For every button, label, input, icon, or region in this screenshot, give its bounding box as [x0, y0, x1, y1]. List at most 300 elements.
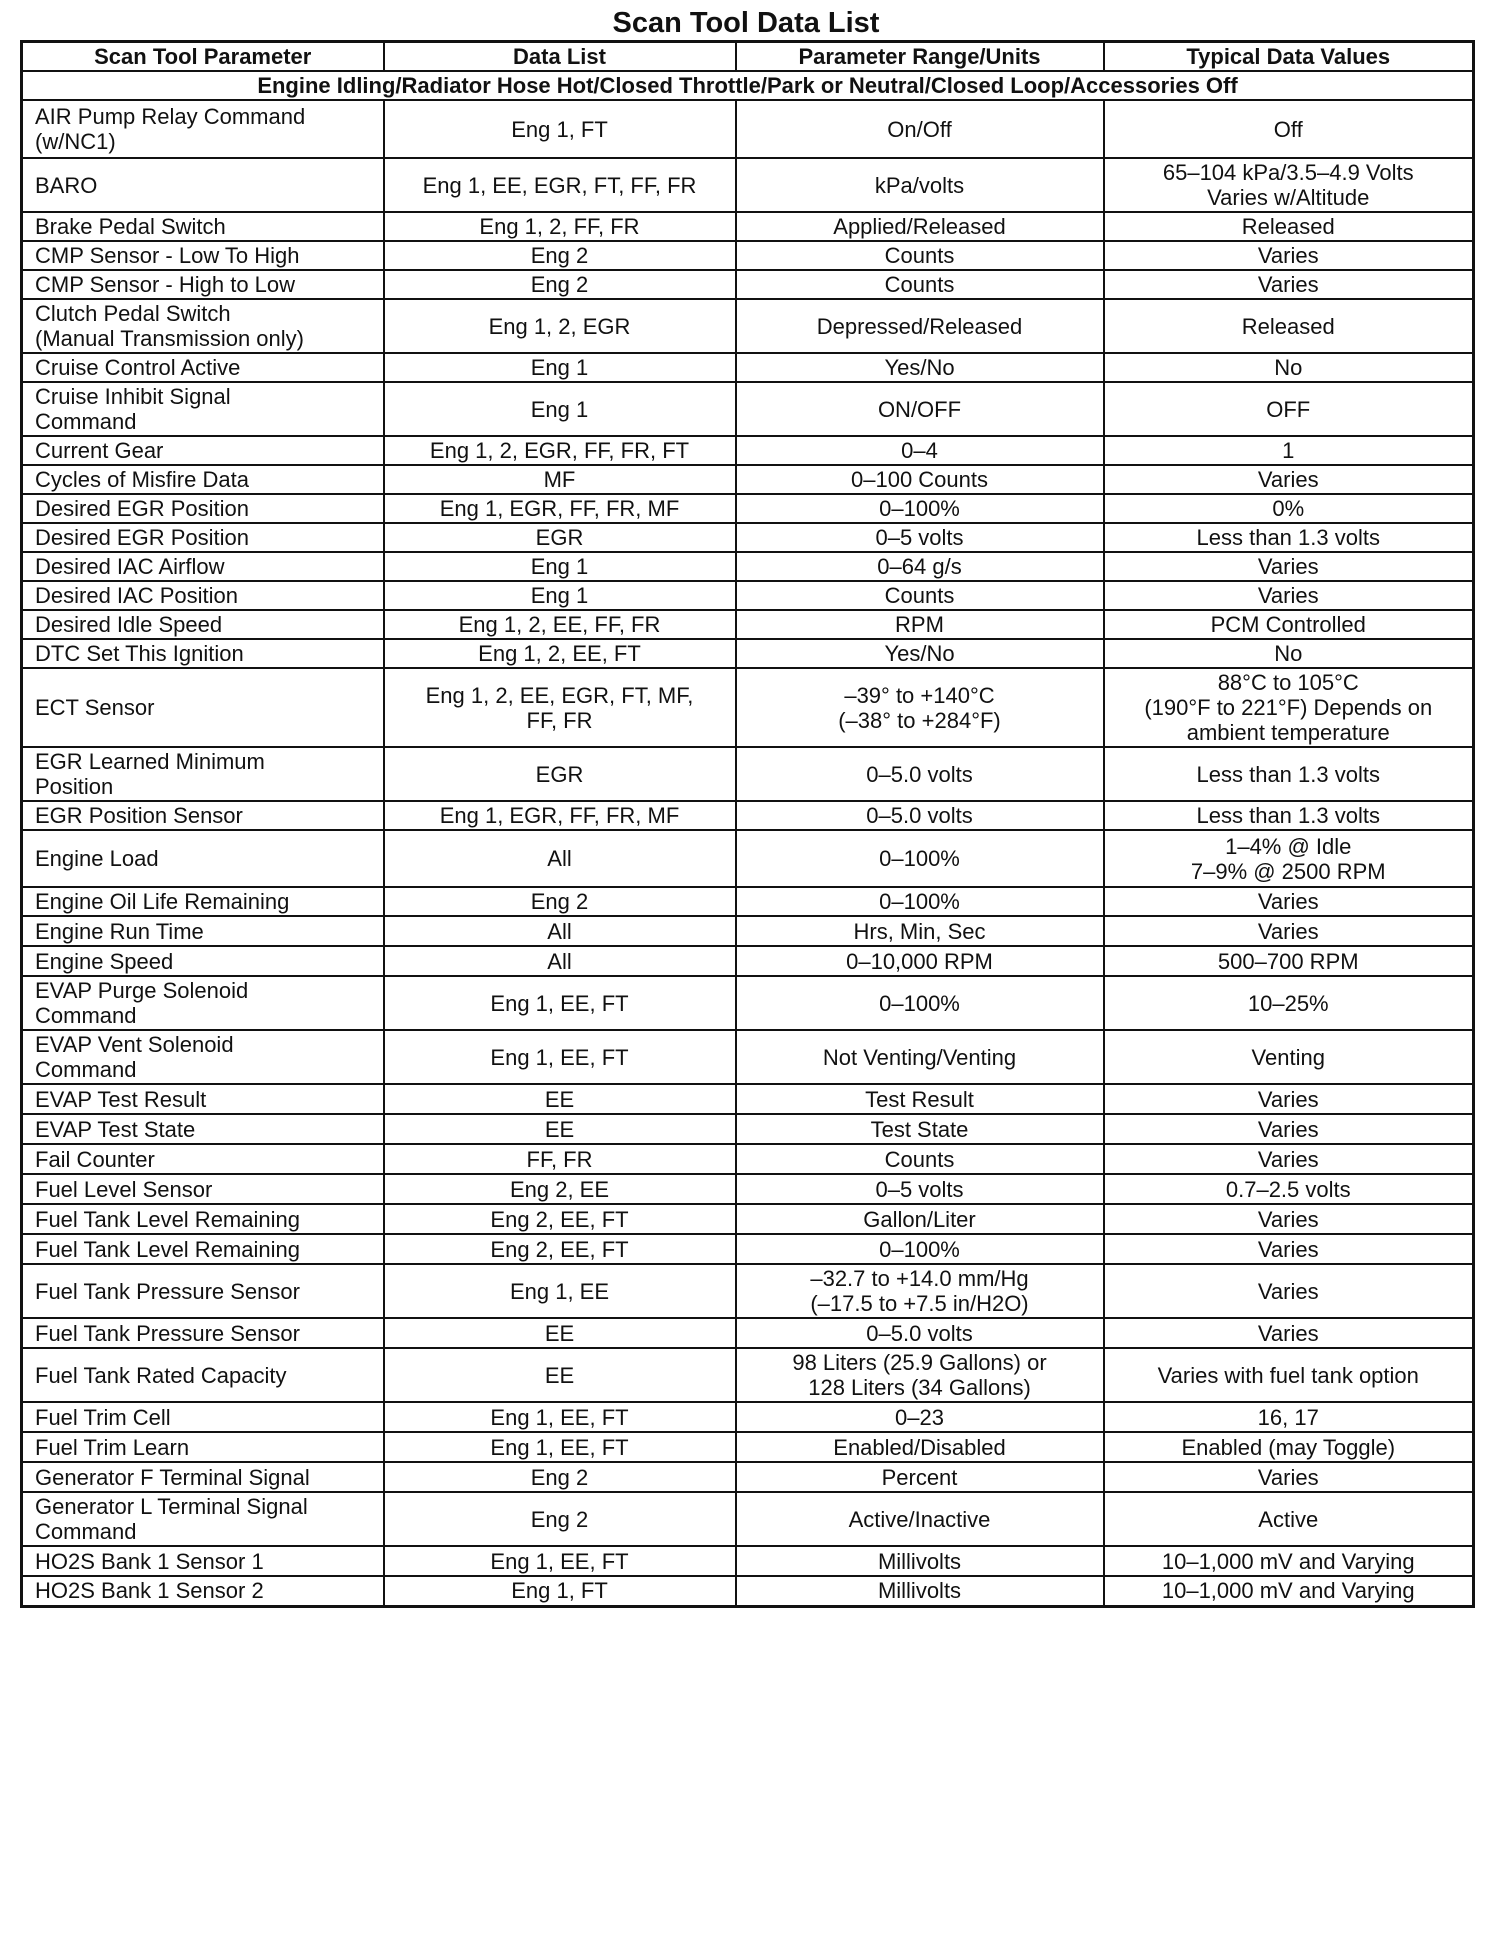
cell-text-line: Counts: [884, 272, 955, 297]
cell-text-line: Fuel Tank Pressure Sensor: [35, 1278, 300, 1304]
cell-data-list: [384, 1348, 736, 1402]
cell-typical-value: [1104, 1174, 1474, 1204]
cell-text-line: Eng 1, FT: [511, 1578, 608, 1604]
cell-text-line: Cycles of Misfire Data: [35, 467, 249, 492]
cell-text-line: HO2S Bank 1 Sensor 1: [35, 1548, 264, 1574]
cell-text-line: Counts: [884, 583, 955, 608]
table-row: [22, 1576, 1474, 1606]
cell-text-line: EE: [544, 1116, 575, 1142]
cell-data-list: [384, 436, 736, 465]
cell-range-units: [736, 1144, 1104, 1174]
table-row: [22, 158, 1474, 212]
cell-text-line: Yes/No: [884, 355, 955, 380]
cell-text-line: Varies: [1257, 554, 1319, 579]
table-row: [22, 668, 1474, 747]
cell-text-line: CMP Sensor - Low To High: [35, 243, 300, 268]
cell-data-list: [384, 382, 736, 436]
cell-range-units: [736, 946, 1104, 976]
cell-text-line: 500–700 RPM: [1217, 948, 1359, 974]
cell-text-line: EVAP Vent Solenoid: [35, 1032, 234, 1057]
cell-text-line: EE: [544, 1086, 575, 1112]
cell-range-units: [736, 1174, 1104, 1204]
cell-text-line: 1: [1282, 438, 1295, 463]
cell-text-line: 0–64 g/s: [877, 554, 962, 579]
cell-typical-value: [1104, 830, 1474, 887]
cell-text-line: EVAP Test State: [35, 1116, 196, 1142]
cell-typical-value: [1104, 494, 1474, 523]
cell-text-line: ambient temperature: [1186, 720, 1390, 745]
table-row: [22, 1114, 1474, 1144]
cell-parameter: [22, 1546, 384, 1576]
cell-typical-value: [1104, 1144, 1474, 1174]
cell-typical-value: [1104, 100, 1474, 158]
cell-text-line: 0–5.0 volts: [866, 761, 973, 787]
header-parameter-range-units: Parameter Range/Units: [736, 42, 1104, 72]
cell-text-line: 0–5.0 volts: [866, 1320, 973, 1346]
table-row: [22, 1318, 1474, 1348]
table-row: [22, 747, 1474, 801]
cell-parameter: [22, 1144, 384, 1174]
table-row: [22, 887, 1474, 916]
cell-text-line: Eng 1, EE, FT: [490, 1044, 629, 1070]
cell-text-line: 88°C to 105°C: [1217, 670, 1359, 695]
table-row: [22, 241, 1474, 270]
cell-text-line: Off: [1273, 116, 1303, 142]
cell-text-line: RPM: [895, 612, 944, 637]
cell-range-units: [736, 801, 1104, 830]
cell-text-line: (Manual Transmission only): [35, 326, 304, 351]
cell-parameter: [22, 887, 384, 916]
cell-text-line: Varies w/Altitude: [1207, 185, 1370, 210]
cell-text-line: 0–100%: [879, 496, 960, 521]
cell-parameter: [22, 552, 384, 581]
cell-text-line: Eng 2: [530, 272, 589, 297]
cell-data-list: [384, 1432, 736, 1462]
cell-text-line: Eng 1, EGR, FF, FR, MF: [439, 496, 680, 521]
cell-text-line: Desired IAC Position: [35, 583, 238, 608]
cell-parameter: [22, 1204, 384, 1234]
cell-data-list: [384, 1234, 736, 1264]
cell-text-line: Generator L Terminal Signal: [35, 1494, 308, 1519]
cell-text-line: Eng 2: [530, 1506, 589, 1532]
cell-data-list: [384, 668, 736, 747]
table-row: [22, 465, 1474, 494]
cell-range-units: [736, 976, 1104, 1030]
cell-text-line: Active: [1258, 1506, 1319, 1532]
cell-text-line: Eng 1, EE, FT: [490, 1404, 629, 1430]
table-row: [22, 1144, 1474, 1174]
cell-text-line: Brake Pedal Switch: [35, 214, 226, 239]
cell-text-line: Varies: [1257, 918, 1319, 944]
cell-text-line: Eng 1: [530, 554, 589, 579]
cell-parameter: [22, 1234, 384, 1264]
cell-range-units: [736, 1546, 1104, 1576]
cell-range-units: [736, 1576, 1104, 1606]
cell-text-line: Varies: [1257, 1464, 1319, 1490]
cell-text-line: Percent: [881, 1464, 958, 1490]
cell-typical-value: [1104, 382, 1474, 436]
cell-text-line: 7–9% @ 2500 RPM: [1190, 858, 1386, 884]
cell-text-line: Test Result: [865, 1086, 974, 1112]
cell-range-units: [736, 1348, 1104, 1402]
cell-parameter: [22, 581, 384, 610]
cell-text-line: 0–4: [901, 438, 938, 463]
cell-text-line: Eng 1: [530, 355, 589, 380]
cell-data-list: [384, 1492, 736, 1546]
cell-range-units: [736, 1462, 1104, 1492]
cell-typical-value: [1104, 916, 1474, 946]
cell-typical-value: [1104, 1462, 1474, 1492]
cell-parameter: [22, 1318, 384, 1348]
cell-data-list: [384, 158, 736, 212]
cell-text-line: Varies: [1257, 583, 1319, 608]
cell-typical-value: [1104, 1492, 1474, 1546]
cell-text-line: EGR Learned Minimum: [35, 749, 265, 774]
cell-text-line: Eng 1, 2, EGR, FF, FR, FT: [429, 438, 690, 463]
table-row: [22, 1084, 1474, 1114]
cell-parameter: [22, 639, 384, 668]
cell-parameter: [22, 382, 384, 436]
cell-text-line: 98 Liters (25.9 Gallons) or: [792, 1350, 1047, 1375]
cell-parameter: [22, 1432, 384, 1462]
cell-data-list: [384, 1264, 736, 1318]
cell-text-line: Enabled (may Toggle): [1181, 1434, 1396, 1460]
cell-text-line: Fuel Tank Level Remaining: [35, 1236, 300, 1262]
cell-text-line: Varies: [1257, 1116, 1319, 1142]
cell-text-line: Clutch Pedal Switch: [35, 301, 231, 326]
cell-typical-value: [1104, 523, 1474, 552]
cell-text-line: Less than 1.3 volts: [1196, 803, 1380, 828]
cell-range-units: [736, 299, 1104, 353]
cell-text-line: BARO: [35, 172, 98, 198]
cell-range-units: [736, 1234, 1104, 1264]
cell-text-line: Eng 1, 2, EE, FF, FR: [458, 612, 661, 637]
cell-text-line: Engine Oil Life Remaining: [35, 889, 290, 914]
cell-text-line: Eng 2: [530, 243, 589, 268]
cell-data-list: [384, 946, 736, 976]
table-row: [22, 1348, 1474, 1402]
cell-data-list: [384, 100, 736, 158]
cell-typical-value: [1104, 212, 1474, 241]
cell-text-line: (–17.5 to +7.5 in/H2O): [810, 1291, 1029, 1316]
cell-text-line: DTC Set This Ignition: [35, 641, 244, 666]
cell-text-line: Position: [35, 774, 114, 799]
cell-text-line: Varies: [1257, 1278, 1319, 1304]
cell-text-line: 0–100 Counts: [851, 467, 988, 492]
cell-data-list: [384, 1576, 736, 1606]
cell-data-list: [384, 1462, 736, 1492]
cell-text-line: ECT Sensor: [35, 695, 155, 720]
table-row: [22, 100, 1474, 158]
cell-data-list: [384, 887, 736, 916]
cell-text-line: Engine Run Time: [35, 918, 204, 944]
cell-typical-value: [1104, 241, 1474, 270]
cell-text-line: Command: [35, 1519, 137, 1544]
cell-text-line: Venting: [1251, 1044, 1325, 1070]
cell-text-line: Eng 2, EE, FT: [490, 1206, 629, 1232]
table-row: [22, 581, 1474, 610]
cell-text-line: Desired EGR Position: [35, 525, 249, 550]
cell-text-line: 0–23: [895, 1404, 944, 1430]
cell-text-line: EGR Position Sensor: [35, 803, 243, 828]
cell-data-list: [384, 916, 736, 946]
cell-text-line: EGR: [535, 761, 584, 787]
cell-text-line: Varies: [1257, 1146, 1319, 1172]
cell-text-line: Fuel Tank Pressure Sensor: [35, 1320, 300, 1346]
table-row: [22, 1546, 1474, 1576]
cell-typical-value: [1104, 1114, 1474, 1144]
cell-parameter: [22, 1264, 384, 1318]
cell-text-line: Eng 1: [530, 396, 589, 422]
cell-text-line: Varies with fuel tank option: [1157, 1362, 1419, 1388]
cell-range-units: [736, 887, 1104, 916]
table-row: [22, 1204, 1474, 1234]
cell-text-line: Applied/Released: [833, 214, 1006, 239]
cell-text-line: Varies: [1257, 1086, 1319, 1112]
cell-typical-value: [1104, 946, 1474, 976]
cell-text-line: Enabled/Disabled: [833, 1434, 1006, 1460]
cell-text-line: EGR: [535, 525, 584, 550]
cell-parameter: [22, 830, 384, 887]
table-row: [22, 552, 1474, 581]
table-row: [22, 353, 1474, 382]
cell-typical-value: [1104, 1348, 1474, 1402]
cell-typical-value: [1104, 436, 1474, 465]
cell-data-list: [384, 1030, 736, 1084]
cell-range-units: [736, 523, 1104, 552]
operating-condition: Engine Idling/Radiator Hose Hot/Closed Throttle/Park or Neutral/Closed Loop/Accessories Off: [22, 71, 1474, 100]
cell-text-line: All: [547, 846, 572, 871]
table-row: [22, 382, 1474, 436]
cell-data-list: [384, 1318, 736, 1348]
page-title: Scan Tool Data List: [612, 7, 880, 39]
cell-text-line: Eng 1, FT: [511, 116, 608, 142]
cell-text-line: 0–5.0 volts: [866, 803, 973, 828]
cell-text-line: No: [1274, 641, 1303, 666]
cell-text-line: 65–104 kPa/3.5–4.9 Volts: [1162, 160, 1414, 185]
cell-typical-value: [1104, 552, 1474, 581]
cell-parameter: [22, 1174, 384, 1204]
table-row: [22, 436, 1474, 465]
table-body: [22, 100, 1474, 1606]
cell-parameter: [22, 1114, 384, 1144]
cell-data-list: [384, 976, 736, 1030]
cell-typical-value: [1104, 1576, 1474, 1606]
cell-text-line: Yes/No: [884, 641, 955, 666]
cell-range-units: [736, 158, 1104, 212]
cell-data-list: [384, 830, 736, 887]
cell-parameter: [22, 1348, 384, 1402]
cell-text-line: Eng 1, 2, EE, FT: [478, 641, 641, 666]
cell-text-line: Fuel Tank Rated Capacity: [35, 1362, 287, 1388]
table-row: [22, 946, 1474, 976]
cell-text-line: Engine Speed: [35, 948, 174, 974]
cell-text-line: EE: [544, 1362, 575, 1388]
table-row: [22, 916, 1474, 946]
cell-range-units: [736, 747, 1104, 801]
cell-text-line: Varies: [1257, 272, 1319, 297]
condition-row: [22, 71, 1474, 100]
cell-range-units: [736, 1264, 1104, 1318]
cell-text-line: Counts: [884, 243, 955, 268]
table-row: [22, 299, 1474, 353]
cell-text-line: Eng 1, 2, EE, EGR, FT, MF,: [425, 682, 694, 708]
cell-text-line: kPa/volts: [874, 172, 965, 198]
cell-typical-value: [1104, 270, 1474, 299]
cell-text-line: Varies: [1257, 467, 1319, 492]
cell-text-line: Command: [35, 1057, 137, 1082]
cell-range-units: [736, 639, 1104, 668]
cell-parameter: [22, 1030, 384, 1084]
cell-text-line: 1–4% @ Idle: [1225, 833, 1352, 859]
table-row: [22, 1264, 1474, 1318]
cell-range-units: [736, 353, 1104, 382]
cell-typical-value: [1104, 1318, 1474, 1348]
cell-text-line: (–38° to +284°F): [838, 707, 1001, 733]
cell-text-line: 0–100%: [879, 1236, 960, 1262]
cell-text-line: Eng 1, EE: [509, 1278, 610, 1304]
table-row: [22, 830, 1474, 887]
cell-text-line: Eng 2: [530, 1464, 589, 1490]
cell-range-units: [736, 100, 1104, 158]
cell-text-line: Gallon/Liter: [863, 1206, 976, 1232]
cell-parameter: [22, 801, 384, 830]
cell-text-line: 0–5 volts: [875, 525, 964, 550]
cell-range-units: [736, 1492, 1104, 1546]
cell-parameter: [22, 212, 384, 241]
cell-text-line: Current Gear: [35, 438, 164, 463]
cell-text-line: Varies: [1257, 243, 1319, 268]
scan-tool-data-table: [20, 40, 1475, 1608]
table-row: [22, 212, 1474, 241]
cell-data-list: [384, 353, 736, 382]
cell-parameter: [22, 1402, 384, 1432]
cell-text-line: Active/Inactive: [848, 1506, 991, 1532]
cell-text-line: Hrs, Min, Sec: [853, 918, 986, 944]
cell-range-units: [736, 270, 1104, 299]
cell-text-line: Command: [35, 1003, 137, 1028]
cell-range-units: [736, 1114, 1104, 1144]
cell-typical-value: [1104, 668, 1474, 747]
cell-text-line: Fuel Tank Level Remaining: [35, 1206, 300, 1232]
cell-text-line: Eng 1, EE, FT: [490, 1548, 629, 1574]
cell-text-line: Fuel Trim Learn: [35, 1434, 190, 1460]
cell-text-line: On/Off: [887, 116, 952, 142]
cell-text-line: 0–100%: [879, 846, 960, 871]
cell-text-line: Less than 1.3 volts: [1196, 525, 1380, 550]
table-row: [22, 1432, 1474, 1462]
cell-typical-value: [1104, 465, 1474, 494]
cell-text-line: HO2S Bank 1 Sensor 2: [35, 1578, 264, 1604]
cell-data-list: [384, 523, 736, 552]
cell-text-line: –39° to +140°C: [844, 682, 995, 708]
cell-typical-value: [1104, 1264, 1474, 1318]
cell-parameter: [22, 523, 384, 552]
cell-range-units: [736, 1084, 1104, 1114]
cell-parameter: [22, 241, 384, 270]
cell-parameter: [22, 1576, 384, 1606]
cell-data-list: [384, 465, 736, 494]
cell-text-line: Eng 1: [530, 583, 589, 608]
table-row: [22, 270, 1474, 299]
cell-text-line: MF: [543, 467, 576, 492]
cell-typical-value: [1104, 1546, 1474, 1576]
table-row: [22, 976, 1474, 1030]
cell-typical-value: [1104, 639, 1474, 668]
cell-text-line: 16, 17: [1257, 1404, 1319, 1430]
cell-text-line: ON/OFF: [877, 396, 962, 422]
cell-data-list: [384, 801, 736, 830]
cell-typical-value: [1104, 887, 1474, 916]
cell-text-line: (w/NC1): [35, 129, 116, 154]
cell-data-list: [384, 1114, 736, 1144]
cell-text-line: 10–25%: [1247, 990, 1329, 1016]
cell-range-units: [736, 212, 1104, 241]
cell-range-units: [736, 1030, 1104, 1084]
cell-text-line: Eng 1, EE, EGR, FT, FF, FR: [422, 172, 697, 198]
cell-parameter: [22, 100, 384, 158]
cell-text-line: Fuel Level Sensor: [35, 1176, 213, 1202]
cell-text-line: 10–1,000 mV and Varying: [1161, 1578, 1415, 1604]
table-row: [22, 1234, 1474, 1264]
cell-text-line: OFF: [1266, 396, 1311, 422]
table-row: [22, 523, 1474, 552]
cell-data-list: [384, 494, 736, 523]
cell-text-line: Eng 1, EGR, FF, FR, MF: [439, 803, 680, 828]
cell-text-line: CMP Sensor - High to Low: [35, 272, 296, 297]
cell-parameter: [22, 299, 384, 353]
cell-text-line: Cruise Control Active: [35, 355, 241, 380]
cell-text-line: 128 Liters (34 Gallons): [808, 1375, 1031, 1400]
header-typical-data-values: Typical Data Values: [1104, 42, 1474, 72]
cell-text-line: Eng 1, EE, FT: [490, 1434, 629, 1460]
table-row: [22, 801, 1474, 830]
cell-text-line: Engine Load: [35, 846, 159, 871]
cell-text-line: FF, FR: [526, 1146, 593, 1172]
cell-data-list: [384, 552, 736, 581]
cell-typical-value: [1104, 1030, 1474, 1084]
cell-parameter: [22, 270, 384, 299]
cell-text-line: Varies: [1257, 1320, 1319, 1346]
cell-range-units: [736, 916, 1104, 946]
document-page: [20, 6, 1472, 1608]
cell-text-line: EE: [544, 1320, 575, 1346]
cell-typical-value: [1104, 801, 1474, 830]
cell-typical-value: [1104, 1234, 1474, 1264]
cell-range-units: [736, 436, 1104, 465]
cell-text-line: Released: [1241, 313, 1335, 339]
cell-typical-value: [1104, 1084, 1474, 1114]
cell-range-units: [736, 610, 1104, 639]
cell-range-units: [736, 1402, 1104, 1432]
cell-text-line: Command: [35, 409, 137, 434]
table-row: [22, 1492, 1474, 1546]
cell-data-list: [384, 639, 736, 668]
cell-parameter: [22, 1084, 384, 1114]
cell-parameter: [22, 465, 384, 494]
cell-text-line: All: [547, 948, 572, 974]
cell-data-list: [384, 1546, 736, 1576]
cell-data-list: [384, 1204, 736, 1234]
cell-text-line: Desired IAC Airflow: [35, 554, 225, 579]
cell-data-list: [384, 270, 736, 299]
cell-text-line: Eng 1, 2, EGR: [488, 313, 631, 339]
cell-text-line: AIR Pump Relay Command: [35, 104, 306, 129]
table-row: [22, 1402, 1474, 1432]
cell-text-line: Millivolts: [877, 1548, 962, 1574]
cell-range-units: [736, 552, 1104, 581]
cell-data-list: [384, 241, 736, 270]
